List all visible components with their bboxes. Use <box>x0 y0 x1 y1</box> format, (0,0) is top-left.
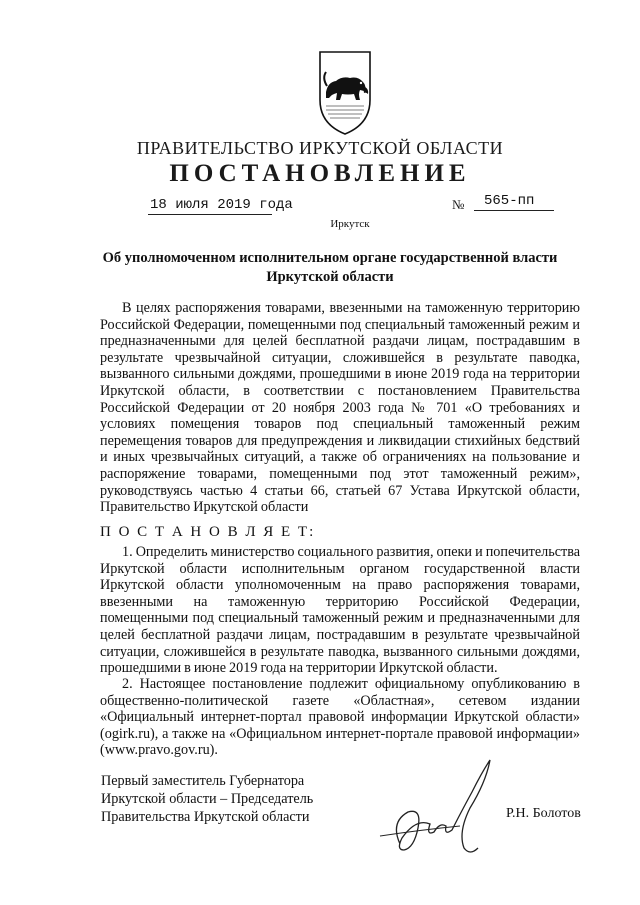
organization-name: ПРАВИТЕЛЬСТВО ИРКУТСКОЙ ОБЛАСТИ <box>136 138 504 158</box>
decree-word: П О С Т А Н О В Л Я Е Т: <box>100 524 316 540</box>
signatory-name: Р.Н. Болотов <box>506 806 581 821</box>
irkutsk-coat-of-arms-icon <box>314 48 376 136</box>
title-line-1: Об уполномоченном исполнительном органе государственной власти <box>102 250 558 266</box>
position-line-2: Иркутской области – Председатель <box>101 791 314 807</box>
city: Иркутск <box>330 218 370 230</box>
document-title <box>90 249 570 287</box>
document-number: 565-пп <box>484 193 535 209</box>
document-type: ПОСТАНОВЛЕНИЕ <box>169 160 471 187</box>
number-underline <box>474 210 554 211</box>
handwritten-signature <box>360 752 510 872</box>
number-label: № <box>452 197 465 212</box>
title-line-2: Иркутской области <box>266 269 394 285</box>
position-line-1: Первый заместитель Губернатора <box>101 773 305 789</box>
document-date: 18 июля 2019 года <box>150 197 293 213</box>
position-line-3: Правительства Иркутской области <box>101 809 310 825</box>
item-1-paragraph: 1. Определить министерство социального развития, опеки и попечительства Иркутской области исполнительным органом государственной власти Иркутской области уполномоченным на право распоряжения товарами, ввезенными на таможенную территорию Российской Федерации, помещенными под специальный таможенный режим и предназначенными для целей бесплатной раздачи лицам, пострадавшим в результате чрезвычайной ситуации, сложившейся в результате паводка, вызванного сильными дождями, прошедшими в июне 2019 года на территории Иркутской области. <box>100 544 581 677</box>
item-2-paragraph: 2. Настоящее постановление подлежит официальному опубликованию в общественно-политической газете «Областная», сетевом издании «Официальный интернет-портал правовой информации Иркутской области» (ogirk.ru), а также на «Официальном интернет-портале правовой информации» (www.pravo.gov.ru). <box>100 676 580 759</box>
date-underline <box>148 214 272 215</box>
preamble-paragraph: В целях распоряжения товарами, ввезенными на таможенную территорию Российской Федерации, помещенными под специальный таможенный режим и предназначенными для целей бесплатной раздачи лицам, пострадавшим в результате чрезвычайной ситуации, сложившейся в результате паводка, вызванного сильными дождями, прошедшими в июне 2019 года на территории Иркутской области, в соответствии с постановлением Правительства Российской Федерации от 20 ноября 2003 года № 701 «О требованиях и условиях помещения товаров под специальный таможенный режим перемещения товаров для предупреждения и ликвидации стихийных бедствий и иных чрезвычайных ситуаций, а также об ограничениях на пользование и распоряжение товарами, помещенными под этот таможенный режим», руководствуясь частью 4 статьи 66, статьей 67 Устава Иркутской области, Правительство Иркутской области <box>100 300 580 516</box>
signatory-position <box>101 772 341 826</box>
